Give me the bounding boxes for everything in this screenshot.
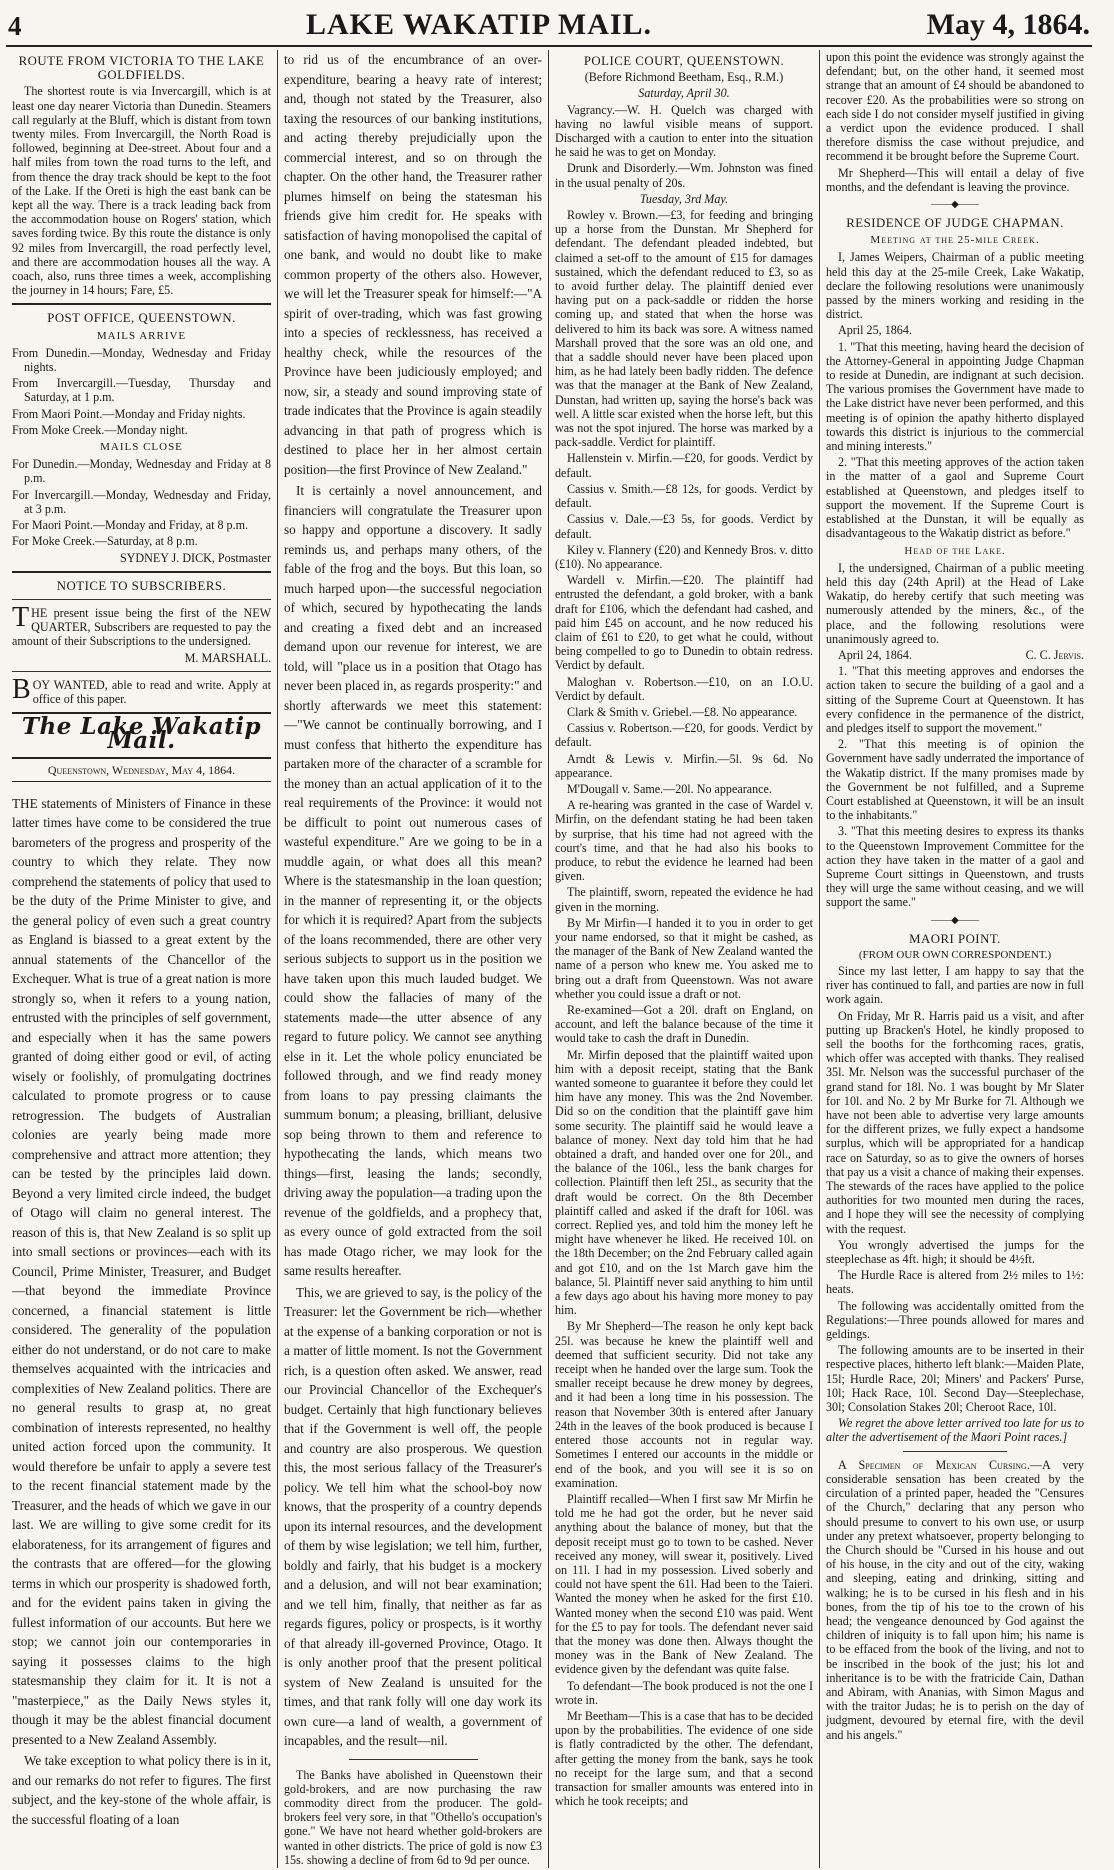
court-case: Hallenstein v. Mirfin.—£20, for goods. Verdict by default. (555, 451, 813, 480)
mail-close-item: For Invercargill.—Monday, Wednesday and Friday, at 3 p.m. (12, 487, 271, 516)
court-case: Rowley v. Brown.—£3, for feeding and bringing up a horse from the Dunstan. Mr Shepherd for defendant. The defendant pleaded indebted, but claimed a set-off to the amount of £15 for damages sustained, which the defendant reduced to £3, so as to avoid further delay. The plaintiff denied ever having put on a pack-saddle or ridden the horse coming up, and stated that when the horse was delivered to him its back was sore. A witness named Marshall proved that the sore was an old one, and that a saddle should never have been placed upon him, as he had lately been badly ridden. The defence was that the manager at the Bank of New Zealand, Dunstan, had written up, saying the horse's back was well. A little scar existed when the horse left, but this was not the spot injured. The horse was marked by a pack-saddle. Verdict for plaintiff. (555, 208, 813, 450)
mexican-cursing-article (826, 1458, 1084, 1742)
court-case: By Mr Shepherd—The reason he only kept back 25l. was because he knew the plaintiff well and deemed that sufficient security. Did not take any receipt when he handed over the large sum. Took the smaller receipt because he drew money by degrees, and it had been a long time in his possession. The reason that November 30th is entered after January 24th in the leaves of the book produced is because I entered those accounts not in regular way. Sometimes I entered our accounts in the middle or end of the book, and you will see it is so on examination. (555, 1319, 813, 1490)
divider (349, 1759, 478, 1760)
mail-close-item: For Maori Point.—Monday and Friday, at 8 p.m. (12, 518, 249, 533)
divider (903, 1451, 1006, 1452)
editorial-paragraph: It is certainly a novel announcement, and financiers will congratulate the Treasurer upon so happy and opportune a discovery. It sadly reminds us, and perhaps many others, of the fable of the frog and the boys. But this loan, so much harped upon—the successful negociation of which, secured by hypothecating the lands and creating a fixed debt and an increased demand upon our revenue for interest, we are told, will "place us in a position that Otago has never been placed in, as regards prosperity:" and shortly afterwards we meet this statement:—"We cannot be continually borrowing, and I must confess that hitherto the expenditure has partaken more of the character of a scramble for the money than an actual application of it to the real requirements of the Province: it would not be difficult to point out numerous cases of wasteful expenditure." Are we going to be in a muddle again, or what does all this mean? Where is the statesmanship in the loan question; in the manner of representing it, or the objects for which it is required? Apart from the subjects of the loans recommended, there are other very serious subjects to support us in the position we have taken upon this much lauded budget. We could show the fallacies of many of the statements made—the utter absence of any regard to future policy. We cannot see anything else in it. Let the whole policy enunciated be followed through, and we find ready money from loans to pay pressing claimants the summum bonum; a pleasing, brilliant, delusive sop being thrown to them and reference to hypothecating the lands, which means two things—first, leasing the lands; secondly, driving away the population—a trading upon the revenue of the goldfields, and a prophecy that, as every ounce of gold extracted from the soil has made Otago richer, we may look for the same results hereafter. (284, 483, 542, 1278)
route-heading: ROUTE FROM VICTORIA TO THE LAKE GOLDFIELDS. (18, 54, 265, 83)
mail-close-item: For Moke Creek.—Saturday, at 8 p.m. (12, 534, 198, 549)
court-case: Maloghan v. Robertson.—£10, on an I.O.U. Verdict by default. (555, 674, 813, 703)
column-4 (819, 50, 1090, 1868)
court-case: Drunk and Disorderly.—Wm. Johnston was fined in the usual penalty of 20s. (555, 161, 813, 190)
issue-date: May 4, 1864. (926, 8, 1090, 41)
court-case: M'Dougall v. Same.—20l. No appearance. (567, 781, 772, 796)
editorial-paragraph: We take exception to what policy there is in it, and our remarks do not refer to figures. The first subject, and the key-stone of the whole affair, is the successful floating of a loan (12, 1753, 271, 1827)
chairman-signature: C. C. Jervis. (1025, 647, 1084, 662)
court-case: Kiley v. Flannery (£20) and Kennedy Bros. v. ditto (£10). No appearance. (555, 542, 813, 571)
meeting-intro: I, James Weipers, Chairman of a public meeting held this day at the 25-mile Creek, Lake Wakatip, declare the following resolutions were unanimously passed by the miners working and residing in the district. (826, 250, 1084, 322)
mails-close-label: MAILS CLOSE (100, 441, 183, 454)
column-2 (277, 50, 548, 1868)
court-case: A re-hearing was granted in the case of Wardel v. Mirfin, on the defendant stating he had been taken by surprise, that his time had not agreed with the court's time, and that he had also his books to produce, to rebut the evidence he learned had been given. (555, 798, 813, 884)
court-case: To defendant—The book produced is not the one I wrote in. (555, 1678, 813, 1707)
mail-arrive-item: From Maori Point.—Monday and Friday nights. (12, 406, 246, 421)
court-continued: Mr Shepherd—This will entail a delay of five months, and the defendant is leaving the province. (826, 165, 1084, 194)
editorial (12, 794, 271, 1830)
notice-signature: M. MARSHALL. (184, 650, 271, 665)
column-1 (6, 50, 277, 1868)
police-court-subtitle: (Before Richmond Beetham, Esq., R.M.) (584, 70, 784, 85)
meeting-date: April 25, 1864. (838, 323, 912, 338)
post-office-heading: POST OFFICE, QUEENSTOWN. (47, 311, 236, 326)
maori-paragraph: You wrongly advertised the jumps for the steeplechase as 4ft. high; it should be 4½ft. (826, 1237, 1084, 1267)
ornament-divider: ——◆—— (931, 199, 979, 211)
mail-arrive-item: From Moke Creek.—Monday night. (12, 422, 188, 437)
masthead (6, 8, 1092, 47)
mails-arrive-label: MAILS ARRIVE (96, 329, 187, 342)
court-case: Arndt & Lewis v. Mirfin.—5l. 9s 6d. No appearance. (555, 751, 813, 780)
meeting-date: April 24, 1864. (838, 647, 912, 662)
divider (12, 599, 271, 600)
article-lead: A Specimen of Mexican Cursing. (838, 1457, 1030, 1472)
maori-paragraph: On Friday, Mr R. Harris paid us a visit, and after putting up Bracken's Hotel, he kindly proposed to sell the booths for the forthcoming races, gratis, which offer was accepted with thanks. They realised 35l. Mr. Nelson was the successful purchaser of the grand stand for 18l. No. 1 was bought by Mr Slater for 10l. and No. 2 by Mr Burke for 7l. Although we have not been able to advertise very large amounts for the different prizes, we fully expect a handsome surplus, which will be appropriated for a handicap race on Saturday, so as to give the owners of horses that pay us a visit a chance of making their expenses. The stewards of the races have applied to the police authorities for two mounted men during the races, and I hope they will see the necessity of complying with the request. (826, 1008, 1084, 1236)
route-body: The shortest route is via Invercargill, which is at least one day nearer Victoria than Dunedin. Steamers call regularly at the Bluff, which is distant from town twenty miles. From Invercargill, the North Road is followed, beginning at Dee-street. About four and a half miles from town the road turns to the left, and from thence the dray track should be kept to the foot of the Lake. If the Oreti is high the east bank can be kept all the way. There is a track leading back from the accommodation house on Rogers' station, which saves fording twice. By this route the distance is only 92 miles from Invercargill, the road perfectly level, and there are accommodation houses all the way. A coach, also, runs three times a week, accomplishing the journey in 14 hours; Fare, £5. (12, 84, 271, 298)
meeting-heading: Meeting at the 25-mile Creek. (870, 234, 1040, 247)
resolution: 2. "That this meeting is of opinion the Government have sadly underrated the importance of the Wakatip district. If the many promises made by the Government be not fulfilled, and a Supreme Court established at Queenstown, it will be an insult to the inhabitants." (826, 737, 1084, 823)
mail-arrive-item: From Invercargill.—Tuesday, Thursday and Saturday, at 1 p.m. (12, 376, 271, 405)
editorial-paragraph: This, we are grieved to say, is the policy of the Treasurer: let the Government be rich—whether at the expense of a banking corporation or not is a matter of little moment. Is not the Government rich, is a question often asked. We answer, read our Provincial Chancellor of the Exchequer's budget. Certainly that high functionary believes that if the Government is well off, the people and country are also prosperous. We question this, the most serious fallacy of the Treasurer's policy. We tell him what the school-boy now knows, that the prosperity of a country depends upon its internal resources, and the development of them by wise legislation; we tell him, further, boldly and fairly, that his budget is a mockery and a delusion, and will not bear examination; and we tell him, finally, that neither as far as regards figures, policy or prospects, is it worthy of that already ill-governed Province, Otago. It is only another proof that the present political system of New Zealand is unsuited for the times, and that rank folly will one day work its own cure—a land of wealth, a government of incapables, and the result—nil. (284, 1284, 542, 1748)
newspaper-flag: The Lake Wakatip Mail. (21, 713, 262, 755)
resolution: 2. "That this meeting approves of the action taken in the matter of a gaol and Supreme Court established at Queenstown, and pledges itself to support the movement. If the Supreme Court is established at the Dunstan, it will be equally as disadvantageous to the Wakatip district as before." (826, 455, 1084, 541)
mail-close-item: For Dunedin.—Monday, Wednesday and Friday at 8 p.m. (12, 457, 271, 486)
boy-wanted-notice: BOY WANTED, able to read and write. Apply at office of this paper. (12, 673, 271, 706)
correspondent-note: (FROM OUR OWN CORRESPONDENT.) (858, 948, 1052, 961)
mail-arrive-item: From Dunedin.—Monday, Wednesday and Friday nights. (12, 345, 271, 375)
divider (12, 571, 271, 573)
court-case: Wardell v. Mirfin.—£20. The plaintiff had entrusted the defendant, a gold broker, with a bank draft for £106, which the defendant had cashed, and paid him £45 on account, and he now reduced his claim of £61 to £20, to get what he could, without being compelled to go to Dunedin to obtain redress. Verdict by default. (555, 573, 813, 673)
maori-paragraph: The following was accidentally omitted from the Regulations:—Three pounds allowed for mares and geldings. (826, 1298, 1084, 1342)
maori-point-heading: MAORI POINT. (909, 931, 1001, 946)
court-case: Plaintiff recalled—When I first saw Mr Mirfin he told me he had got the order, but he never said anything about the balance of money, but that the deposit receipt must go to town to be cashed. Never received any money, will swear it, positively. Lived on 11l. I had in my possession. Lived soberly and could not have spent the 61l. Had been to the Taieri. Wanted the money when he asked for the first £10. Wanted money when the second £10 was paid. Went for the £5 to pay for tools. The defendant never said that the money was done then. Always thought the money was in the Bank of New Zealand. The evidence given by the defendant was quite false. (555, 1491, 813, 1677)
court-date: Saturday, April 30. (638, 86, 730, 101)
divider (12, 303, 271, 305)
court-case: Cassius v. Dale.—£3 5s, for goods. Verdict by default. (555, 512, 813, 541)
editorial-paragraph: THE statements of Ministers of Finance in these latter times have come to be considered the true barometers of the progress and prosperity of the country to which they relate. They now comprehend the statements of policy that used to be the duty of the Prime Minister to give, and the general policy of even such a great country as England is biassed to a great extent by the annual statements of the Chancellor of the Exchequer. What is true of a great nation is more strongly so, when it refers to a young nation, entrusted with the principles of self government, and especially when it has the same powers granted of doing either good or evil, of acting wisely or foolishly, of promulgating doctrines calculated to promote progress or to cause retrogression. The budgets of Australian colonies are yearly being made more comprehensive and attract more attention; they can be tested by the principles laid down. Beyond a very limited circle indeed, the budget of Otago will claim no general interest. The reason of this is, that New Zealand is so split up into small sections or provinces—each with its Council, Prime Minister, Treasurer, and Budget—that beyond the immediate Province concerned, a financial statement is little considered. The generality of the population either do not understand, or do not care to make themselves acquainted with the intricacies and complexities of New Zealand politics. There are no general results to grasp at, no great combination of interests represented, no healthy united action forced upon the community. It would therefore be unfair to apply a severe test to the recent financial statement made by the Treasurer, and the heads of which we gave in our last. We are willing to give some credit for its elaborateness, for its arrangement of figures and the contrasts that are offered—for the glowing terms in which our prosperity is shadowed forth, and for the evident pains taken in giving the fullest information of our accounts. But here we stop; we cannot join our contemporaries in saying it possesses claims to the high statesmanship they claim for it. It is not a "masterpiece," as the Daily News styles it, though it may be the ablest financial document presented to a New Zealand Assembly. (12, 795, 271, 1747)
ornament-divider: ——◆—— (931, 914, 979, 926)
newspaper-title: LAKE WAKATIP MAIL. (305, 8, 653, 41)
court-case: By Mr Mirfin—I handed it to you in order to get your name endorsed, so that it might be cashed, as the manager of the Bank of New Zealand wanted the name of a person who knew me. You asked me to bring out a draft from Queenstown. Was not aware whether you could issue a draft or not. (555, 915, 813, 1001)
court-case: Vagrancy.—W. H. Quelch was charged with having no lawful visible means of support. Discharged with a caution to enter into the situation he said he was to get on Monday. (555, 102, 813, 160)
resolution: 1. "That this meeting approves and endorses the action taken to secure the building of a gaol and a sitting of the Supreme Court at Queenstown. It has every confidence in the permanence of the district, and pledges itself to support the movement." (826, 664, 1084, 735)
police-court-heading: POLICE COURT, QUEENSTOWN. (583, 54, 785, 68)
court-case: Clark & Smith v. Griebel.—£8. No appearance. (567, 704, 798, 719)
meeting-intro: I, the undersigned, Chairman of a public meeting held this day (24th April) at the Head of Lake Wakatip, do hereby certify that such meeting was numerously attended by the miners, &c., of the place, and the following resolutions were unanimously agreed to. (826, 560, 1084, 646)
meeting-date-signature (826, 648, 1084, 662)
divider (12, 671, 271, 672)
court-case: The plaintiff, sworn, repeated the evidence he had given in the morning. (555, 885, 813, 914)
maori-paragraph: Since my last letter, I am happy to say that the river has continued to fall, and parties are now in full work again. (826, 963, 1084, 1007)
court-case: Mr Beetham—This is a case that has to be decided upon by the probabilities. The evidence of one side is flatly contradicted by the other. The defendant, after getting the money from the bank, says he took no receipt for the large sum, and that a second transaction for smaller amounts was entered into in which he took receipts; and (555, 1708, 813, 1809)
resolution: 3. "That this meeting desires to express its thanks to the Queenstown Improvement Committee for the action they have taken in the matter of a gaol and Supreme Court sittings in Queenstown, and trusts they will urge the same without ceasing, and we will support the same." (826, 824, 1084, 910)
postmaster-signature: SYDNEY J. DICK, Postmaster (119, 550, 271, 565)
editorial-dateline: Queenstown, Wednesday, May 4, 1864. (12, 757, 271, 782)
judge-chapman-heading: RESIDENCE OF JUDGE CHAPMAN. (846, 216, 1064, 231)
columns (6, 50, 1092, 1868)
maori-paragraph: The Hurdle Race is altered from 2½ miles to 1½: heats. (826, 1268, 1084, 1297)
column-3 (548, 50, 819, 1868)
editor-note: We regret the above letter arrived too late for us to alter the advertisement of the Maori Point races.] (826, 1416, 1084, 1445)
banks-paragraph: The Banks have abolished in Queenstown their gold-brokers, and are now purchasing the raw commodity direct from the producer. The gold-brokers feel very sore, in that "Othello's occupation's gone." We have not heard whether gold-brokers are wanted in other districts. The price of gold is now £3 15s. showing a decline of from 6d to 9d per ounce. (284, 1767, 542, 1867)
resolution: 1. "That this meeting, having heard the decision of the Attorney-General in appointing Judge Chapman to reside at Dunedin, are indignant at such decision. The various promises the Government have made to the Lake district have never been performed, and this meeting is of opinion the apathy hitherto displayed towards this district is injurious to the commercial and mining interests." (826, 339, 1084, 454)
court-continued: upon this point the evidence was strongly against the defendant; but, on the other hand, it seemed most strange that an amount of £4 should be abandoned to recover £20. As the probabilities were so strong on each side I do not consider myself justified in giving a verdict upon the evidence produced. I shall therefore dismiss the case without prejudice, and recommend it be brought before the Supreme Court. (826, 50, 1084, 164)
court-case: Cassius v. Smith.—£8 12s, for goods. Verdict by default. (555, 481, 813, 511)
court-case: Re-examined—Got a 20l. draft on England, on account, and left the balance because of the time it would take to cash the draft in Dunedin. (555, 1003, 813, 1046)
editorial-paragraph: to rid us of the encumbrance of an over-expenditure, bearing a heavy rate of interest; and, though not stated by the Treasurer, also taxing the resources of our banking institutions, and acting thereby prejudicially upon the commercial interest, and so on through the chapter. On the other hand, the Treasurer rather plumes himself on being the statesman his friends give him credit for. He speaks with satisfaction of having monopolised the capital of one bank, and would no doubt like to make common property of the others also. However, we will let the Treasurer speak for himself:—"A spirit of over-trading, which was fast growing into a species of recklessness, has received a healthy check, while the resources of the Province have been judiciously employed; and now, sir, a steady and sound improving state of trade indicates that the Province is again steadily advancing in that path of progress which is destined to place her in her almost certain position—the first Province of New Zealand." (284, 52, 542, 477)
maori-paragraph: The following amounts are to be inserted in their respective places, hitherto left blank:—Maiden Plate, 15l; Hurdle Race, 20l; Miners' and Packers' Purse, 10l; Hack Race, 10l. Second Day—Steeplechase, 30l; Consolation Stakes 20l; Cheroot Race, 10l. (826, 1343, 1084, 1415)
court-date: Tuesday, 3rd May. (639, 191, 729, 206)
page-number: 4 (8, 11, 22, 41)
notice-body: THE present issue being the first of the NEW QUARTER, Subscribers are requested to pay the amount of their Subscriptions to the undersigned. (12, 601, 271, 649)
meeting-heading: Head of the Lake. (904, 544, 1006, 557)
article-body: —A very considerable sensation has been created by the circulation of a printed paper, headed the "Censures of the Church," declaring that any person who should presume to convert to his own use, or usurp under any pretext whatsoever, property belonging to the Church should be "Cursed in his house and out of his house, in the city and out of the city, waking and sleeping, eating and drinking, sitting and walking; he is to be cursed in his flesh and in his bones, from the tip of his toe to the crown of his head; the vengeance denounced by God against the children of iniquity is to fall upon him; his name is to be effaced from the book of the living, and not to be inscribed in the book of the just; his lot and inheritance is to be with the fratricide Cain, Dathan and Abiram, with Ananias, with Simon Magus and with the traitor Judas; he is to perish on the day of judgment, devoured by eternal fire, with the devil and his angels." (826, 1457, 1084, 1742)
notice-heading: NOTICE TO SUBSCRIBERS. (56, 578, 227, 593)
court-case: Cassius v. Robertson.—£20, for goods. Verdict by default. (555, 721, 813, 750)
court-case: Mr. Mirfin deposed that the plaintiff waited upon him with a deposit receipt, stating that the Bank wanted someone to guarantee it before they could let him have any money. This was the 2nd November. Did so on the condition that the plaintiff gave him some security. The plaintiff said he would leave a balance of money. Next day told him that he had obtained a draft, and handed over one for 20l., and the balance of the 106l., less the bank charges for collection. Plaintiff then left 25l., as security that the draft would be correct. On the 8th December plaintiff called and asked if the draft for 106l. was correct. Replied yes, and told him the money left he might have whenever he liked. He received 10l. on the 18th December; on the 2nd February called again and got £10, and on the 1st March gave him the balance, 5l. Plaintiff never said anything to him until a few days ago about his having more money to pay him. (555, 1047, 813, 1318)
